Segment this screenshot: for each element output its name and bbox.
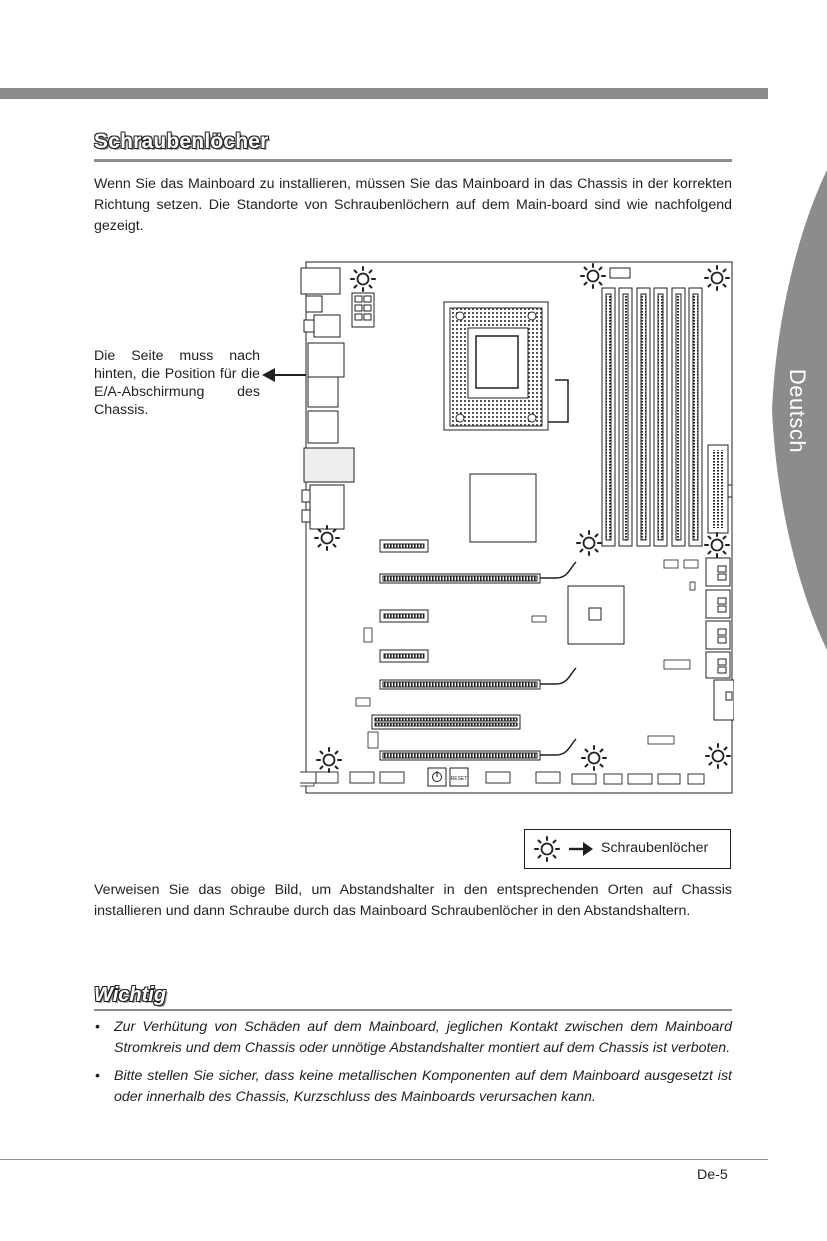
header-bar bbox=[0, 88, 768, 99]
section-title: Schraubenlöcher bbox=[94, 130, 269, 153]
southbridge-chip bbox=[568, 586, 624, 644]
bottom-connectors-row bbox=[300, 772, 704, 784]
legend-label: Schraubenlöcher bbox=[601, 840, 709, 856]
important-list bbox=[94, 1017, 732, 1115]
callout-arrow-icon bbox=[262, 366, 308, 384]
list-item-text: Bitte stellen Sie sicher, dass keine metallischen Komponenten auf dem Mainboard ausgesetzt ist oder innerhalb des Chassis, Kurzschluss des Mainboards verursachen kann. bbox=[114, 1068, 732, 1105]
cpu-fan-header bbox=[610, 268, 630, 278]
power-button bbox=[428, 768, 446, 786]
pci-slot bbox=[372, 715, 520, 729]
list-item: • Zur Verhütung von Schäden auf dem Mainboard, jeglichen Kontakt zwischen dem Mainboard Stromkreis und dem Chassis oder unnötige Abstandshalter montiert auf dem Chassis ist verboten. bbox=[95, 1019, 732, 1056]
standoff-paragraph: Verweisen Sie das obige Bild, um Abstandshalter in den entsprechenden Orten auf Chassis installieren und dann Schraube durch das Mainboard Schraubenlöcher in den Abstandshaltern. bbox=[94, 882, 732, 919]
atx-power-connector bbox=[708, 445, 732, 533]
important-divider bbox=[94, 1009, 732, 1011]
footer-divider bbox=[0, 1159, 768, 1160]
screw-hole-icon bbox=[535, 837, 559, 861]
cpu-power-connector bbox=[352, 293, 374, 327]
title-divider bbox=[94, 159, 732, 162]
list-item-text: Zur Verhütung von Schäden auf dem Mainboard, jeglichen Kontakt zwischen dem Mainboard Stromkreis und dem Chassis oder unnötige Abstandshalter montiert auf dem Chassis ist verboten. bbox=[114, 1019, 732, 1056]
list-item: • Bitte stellen Sie sicher, dass keine metallischen Komponenten auf dem Mainboard ausgesetzt ist oder innerhalb des Chassis, Kurzschluss des Mainboards verursachen kann. bbox=[95, 1068, 732, 1105]
page-number: De-5 bbox=[697, 1167, 728, 1183]
mainboard-diagram bbox=[300, 260, 734, 796]
reset-label: RESET bbox=[450, 776, 468, 782]
important-title: Wichtig bbox=[94, 984, 167, 1006]
io-side-callout: Die Seite muss nach hinten, die Position für die E/A-Abschirmung des Chassis. bbox=[94, 348, 260, 418]
legend-box bbox=[524, 829, 731, 869]
arrow-right-icon bbox=[569, 842, 593, 856]
northbridge-chip bbox=[470, 474, 536, 542]
side-tab-label: Deutsch bbox=[785, 368, 810, 454]
intro-paragraph: Wenn Sie das Mainboard zu installieren, müssen Sie das Mainboard in das Chassis in der korrekten Richtung setzen. Die Standorte von Schraubenlöchern auf dem Main-board sind wie nachfolgend gezeigt. bbox=[94, 176, 732, 234]
